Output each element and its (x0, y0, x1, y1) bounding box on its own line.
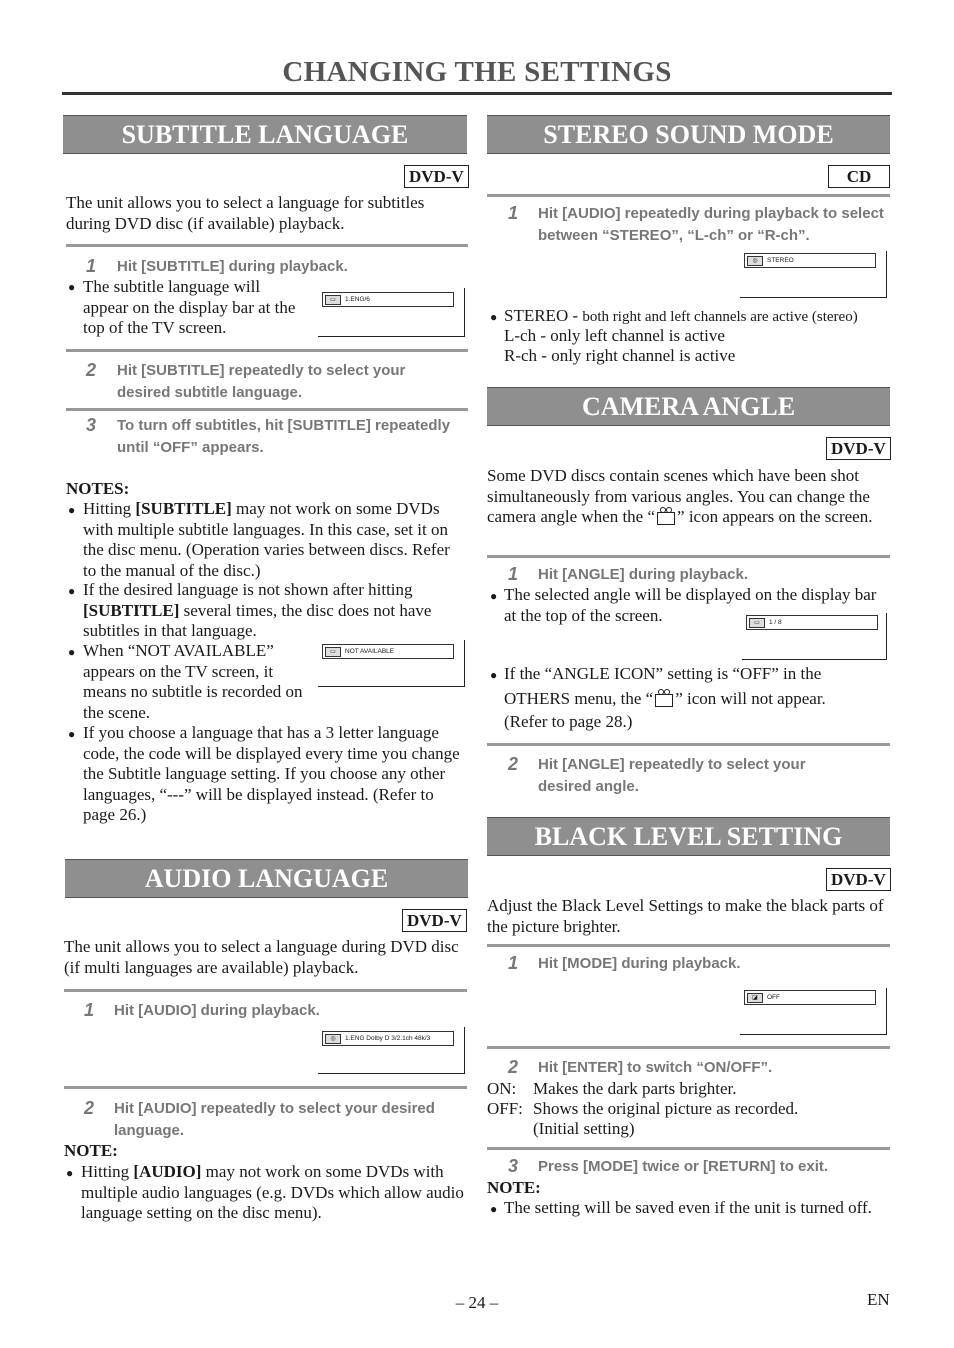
bullet-icon: ● (68, 503, 76, 517)
subtitle-note3: When “NOT AVAILABLE” appears on the TV screen, it means no subtitle is recorded on the scene. (83, 641, 303, 722)
audio-step1: Hit [AUDIO] during playback. (114, 1002, 320, 1019)
step-number: 3 (508, 1156, 519, 1176)
step-number: 2 (508, 754, 519, 774)
divider (66, 349, 468, 352)
subtitle-step2: Hit [SUBTITLE] repeatedly to select your desired subtitle language. (117, 362, 406, 401)
divider (487, 194, 890, 197)
language-code: EN (867, 1290, 890, 1309)
title-rule (62, 92, 892, 95)
screen-text: NOT AVAILABLE (345, 648, 395, 655)
divider (64, 1086, 467, 1089)
camera-intro: Some DVD discs contain scenes which have been shot simultaneously from various angles. You can change the camera angle when the “ ” icon appears on the screen. (487, 466, 873, 526)
step-number: 1 (508, 953, 519, 973)
audio-intro: The unit allows you to select a language during DVD disc (if multi languages are available) playback. (64, 937, 459, 977)
bullet-icon: ● (68, 280, 76, 294)
subtitle-note1: Hitting [SUBTITLE] may not work on some DVDs with multiple subtitle languages. In this case, set it on the disc menu. (Operation varies between discs. Refer to the manual of the disc.) (83, 499, 450, 580)
camera-bullet2-line3: (Refer to page 28.) (504, 712, 633, 731)
bullet-icon: ● (66, 1166, 74, 1180)
step-number: 2 (508, 1057, 519, 1077)
subtitle-step1-bullet: The subtitle language will appear on the display bar at the top of the TV screen. (83, 277, 296, 337)
black-step1: Hit [MODE] during playback. (538, 955, 741, 972)
tv-screen-illustration (742, 613, 887, 660)
notes-title: NOTES: (66, 479, 130, 498)
subtitle-step3: To turn off subtitles, hit [SUBTITLE] repeatedly until “OFF” appears. (117, 417, 451, 456)
audio-icon: ◎ (325, 1034, 341, 1044)
bullet-icon: ● (490, 1202, 498, 1216)
bullet-icon: ● (68, 727, 76, 741)
off-text: Shows the original picture as recorded. (533, 1099, 799, 1118)
subtitle-step1: Hit [SUBTITLE] during playback. (117, 258, 348, 275)
off-text-initial: (Initial setting) (533, 1119, 635, 1138)
step-number: 2 (86, 360, 97, 380)
screen-text: 1.ENG/6 (345, 296, 370, 303)
screen-text: 1 / 8 (769, 619, 782, 626)
on-text: Makes the dark parts brighter. (533, 1079, 737, 1098)
subtitle-note2: If the desired language is not shown after hitting [SUBTITLE] several times, the disc does not have subtitles in that language. (83, 580, 432, 640)
note-title: NOTE: (64, 1141, 118, 1160)
divider (66, 408, 468, 411)
off-label: OFF: (487, 1099, 523, 1118)
step-number: 1 (86, 256, 97, 276)
note-title: NOTE: (487, 1178, 541, 1197)
screen-text: STEREO (767, 257, 794, 264)
bullet-icon: ● (490, 310, 498, 324)
tv-screen-illustration (740, 251, 887, 298)
subtitle-language-heading: SUBTITLE LANGUAGE (63, 115, 467, 154)
dvd-v-badge: DVD-V (402, 909, 467, 932)
bullet-icon: ● (68, 584, 76, 598)
tv-screen-illustration (318, 288, 465, 337)
camera-step1: Hit [ANGLE] during playback. (538, 566, 749, 583)
divider (487, 1046, 890, 1049)
camera-angle-heading: CAMERA ANGLE (487, 387, 890, 426)
subtitle-note4: If you choose a language that has a 3 letter language code, the code will be displayed every time you change the Subtitle language setting. If you choose any other languages, “---” will be displayed instead. (Refer to page 26.) (83, 723, 460, 824)
black-level-heading: BLACK LEVEL SETTING (487, 817, 890, 856)
camera-icon (657, 512, 675, 525)
stereo-bullet: STEREO - both right and left channels are active (stereo) (504, 306, 858, 325)
black-step2: Hit [ENTER] to switch “ON/OFF”. (538, 1059, 773, 1076)
stereo-rch: R-ch - only right channel is active (504, 346, 736, 365)
tv-screen-illustration (318, 1027, 465, 1074)
camera-bullet2-line2: OTHERS menu, the “ ” icon will not appear. (504, 689, 826, 708)
audio-step2: Hit [AUDIO] repeatedly to select your desired language. (114, 1100, 435, 1139)
step-number: 3 (86, 415, 97, 435)
stereo-step1: Hit [AUDIO] repeatedly during playback to select between “STEREO”, “L-ch” or “R-ch”. (538, 205, 884, 244)
bullet-icon: ● (490, 668, 498, 682)
subtitle-intro: The unit allows you to select a language for subtitles during DVD disc (if available) playback. (66, 193, 425, 233)
subtitle-icon: ▭ (325, 647, 341, 657)
black-note: The setting will be saved even if the unit is turned off. (504, 1198, 872, 1217)
audio-icon: ◎ (747, 256, 763, 266)
camera-step1-bullet: The selected angle will be displayed on the display bar at the top of the screen. (504, 585, 877, 625)
divider (66, 244, 468, 247)
cd-badge: CD (828, 165, 890, 188)
page-title: CHANGING THE SETTINGS (282, 56, 672, 88)
divider (487, 555, 890, 558)
divider (487, 1147, 890, 1150)
step-number: 2 (84, 1098, 95, 1118)
dvd-v-badge: DVD-V (404, 165, 469, 188)
black-intro: Adjust the Black Level Settings to make the black parts of the picture brighter. (487, 896, 884, 936)
screen-text: OFF (767, 994, 780, 1001)
black-step3: Press [MODE] twice or [RETURN] to exit. (538, 1158, 829, 1175)
page-number: – 24 – (455, 1293, 499, 1312)
step-number: 1 (508, 564, 519, 584)
stereo-lch: L-ch - only left channel is active (504, 326, 725, 345)
angle-icon: ▭ (749, 618, 765, 628)
tv-screen-illustration (740, 988, 887, 1035)
audio-language-heading: AUDIO LANGUAGE (65, 859, 468, 898)
dvd-v-badge: DVD-V (826, 868, 891, 891)
step-number: 1 (84, 1000, 95, 1020)
divider (487, 944, 890, 947)
camera-icon (655, 694, 673, 707)
tv-screen-illustration (318, 640, 465, 687)
black-level-icon: ◪ (747, 993, 763, 1003)
divider (487, 743, 890, 746)
step-number: 1 (508, 203, 519, 223)
on-label: ON: (487, 1079, 517, 1098)
camera-step2: Hit [ANGLE] repeatedly to select your desired angle. (538, 756, 806, 795)
camera-bullet2-line1: If the “ANGLE ICON” setting is “OFF” in the (504, 664, 822, 683)
audio-note: Hitting [AUDIO] may not work on some DVDs with multiple audio languages (e.g. DVDs which allow audio language setting on the disc menu). (81, 1162, 464, 1222)
screen-text: 1.ENG Dolby D 3/2.1ch 48k/3 (345, 1035, 431, 1042)
subtitle-icon: ▭ (325, 295, 341, 305)
dvd-v-badge: DVD-V (826, 437, 891, 460)
divider (64, 989, 467, 992)
bullet-icon: ● (490, 589, 498, 603)
stereo-sound-mode-heading: STEREO SOUND MODE (487, 115, 890, 154)
bullet-icon: ● (68, 645, 76, 659)
